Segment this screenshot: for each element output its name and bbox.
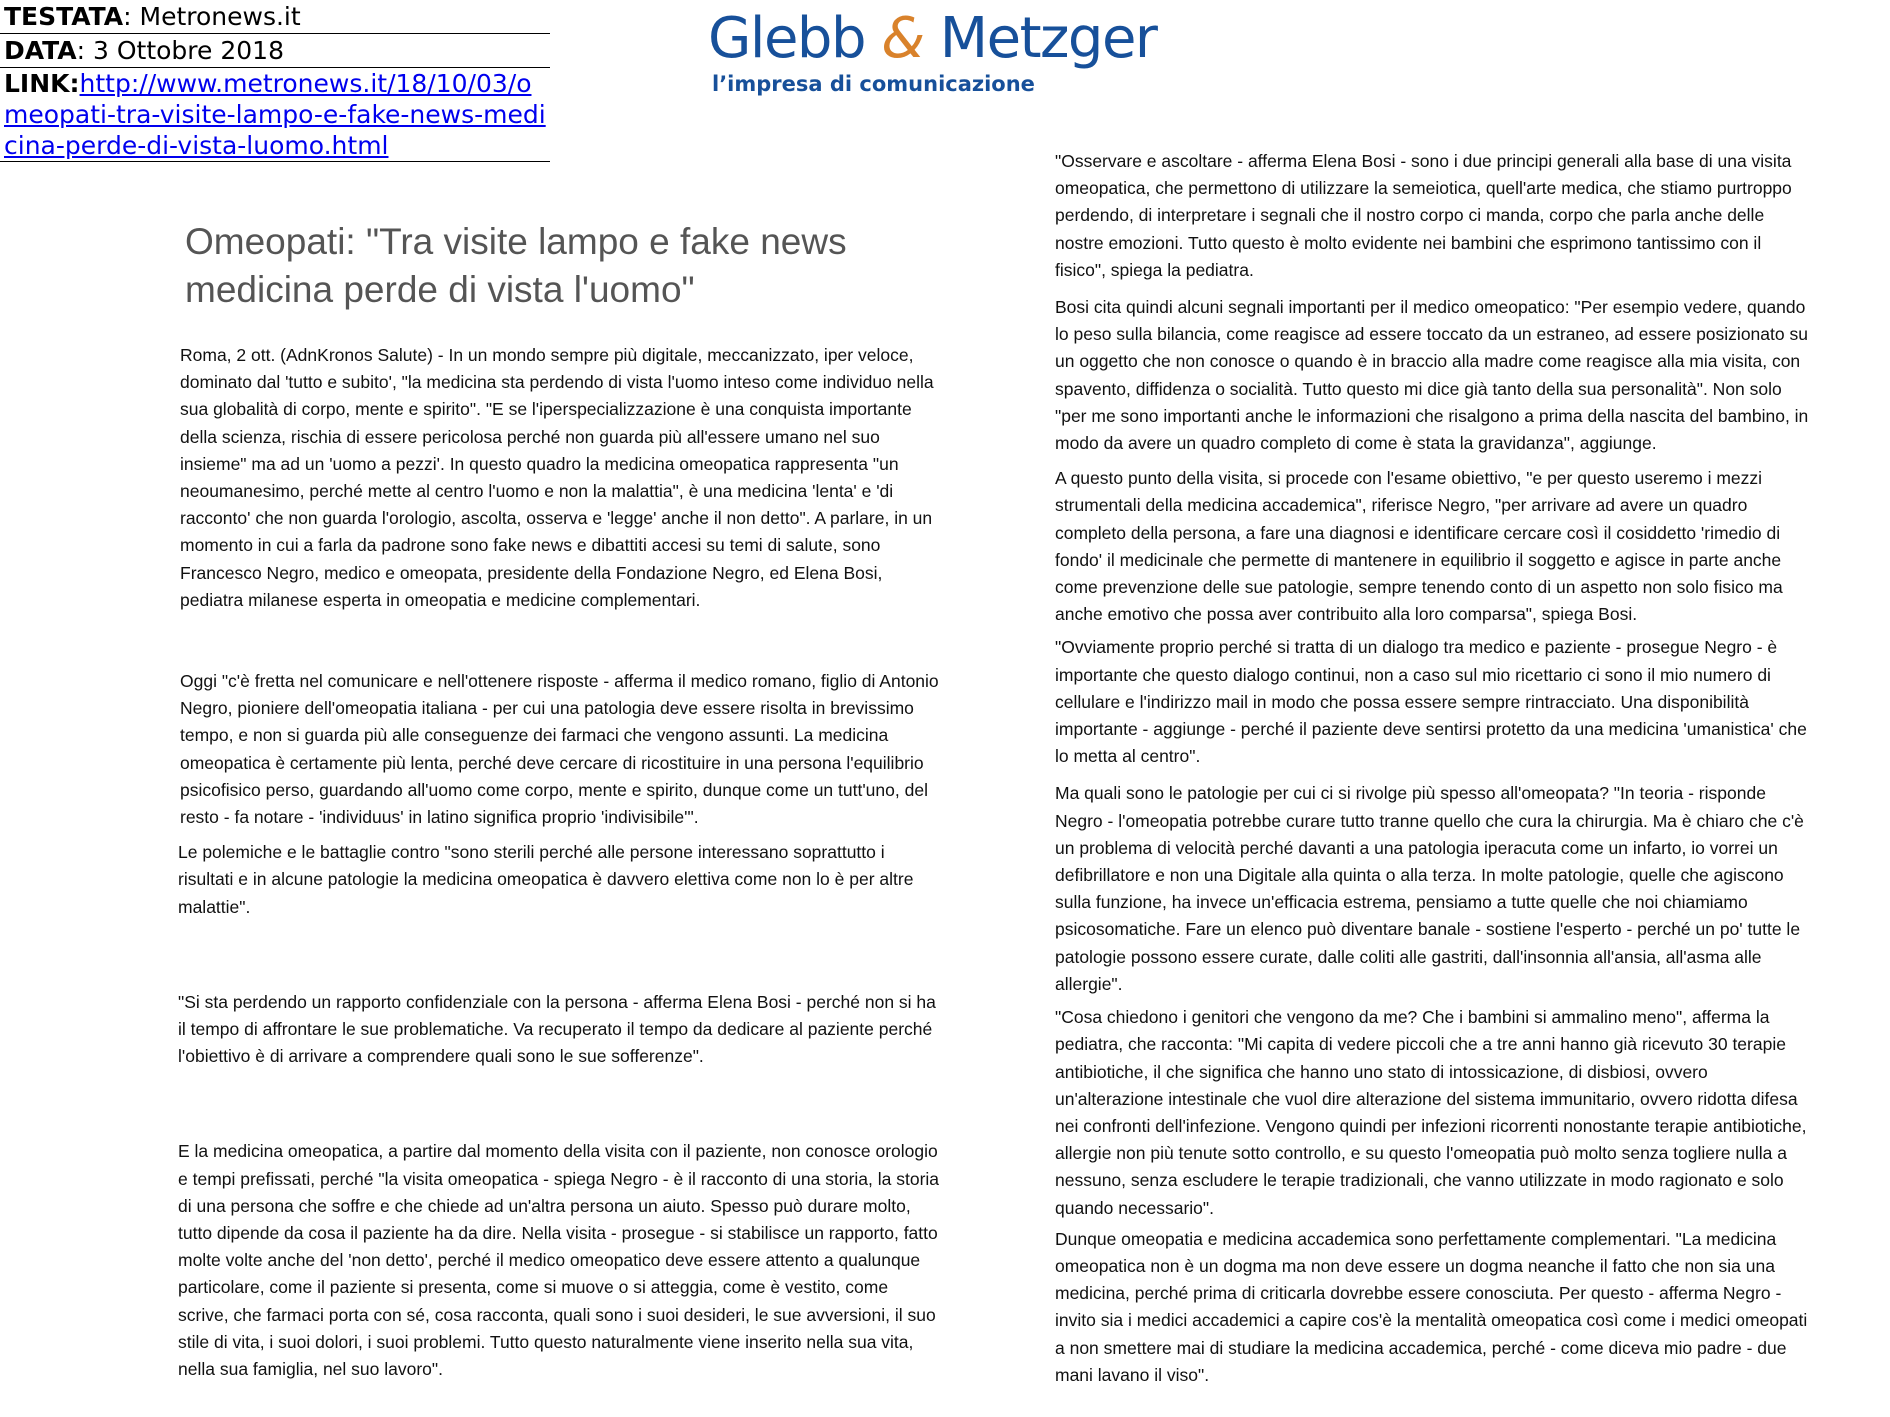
- right-paragraph-4: "Ovviamente proprio perché si tratta di un dialogo tra medico e paziente - prosegue Negro - è importante che questo dialogo continui, non a caso sul mio ricettario ci sono il mio numero di cellulare e l'indirizzo mail in modo che possa essere sempre rintracciato. Una disponibilità importante - aggiunge - perché il paziente deve sentirsi protetto da una medicina 'umanistica' che lo metta al centro".: [1055, 637, 1807, 767]
- logo-name-part1: Glebb: [708, 6, 865, 71]
- logo-tagline: l’impresa di comunicazione: [712, 72, 1035, 96]
- left-paragraph-4: "Si sta perdendo un rapporto confidenziale con la persona - afferma Elena Bosi - perché non si ha il tempo di affrontare le sue problematiche. Va recuperato il tempo da dedicare al paziente perché l'obiettivo è di arrivare a comprendere quali sono le sue sofferenze".: [178, 991, 936, 1067]
- data-label: DATA: [4, 36, 77, 65]
- right-paragraph-2: Bosi cita quindi alcuni segnali importanti per il medico omeopatico: "Per esempio vedere, quando lo peso sulla bilancia, come reagisce ad essere toccato da un estraneo, ad essere posizionato su un oggetto che non conosce o quando è in braccio alla madre come reagisce alla mia visita, con spavento, diffidenza o socialità. Tutto questo mi dice già tanto della sua personalità". Non solo "per me sono importanti anche le informazioni che risalgono a prima della nascita del bambino, in modo da avere un quadro completo di come è stata la gravidanza", aggiunge.: [1055, 297, 1809, 454]
- logo-name-part2: Metzger: [939, 6, 1157, 71]
- article-left-column: [180, 342, 940, 1383]
- logo-wordmark: [708, 6, 1157, 72]
- testata-label: TESTATA: [4, 2, 124, 31]
- article-headline: Omeopati: "Tra visite lampo e fake news medicina perde di vista l'uomo": [185, 221, 847, 310]
- left-paragraph-3: Le polemiche e le battaglie contro "sono sterili perché alle persone interessano soprattutto i risultati e in alcune patologie la medicina omeopatica è davvero elettiva come non lo è per altre malattie".: [178, 842, 914, 917]
- right-paragraph-5: Ma quali sono le patologie per cui ci si rivolge più spesso all'omeopata? "In teoria - risponde Negro - l'omeopatia potrebbe curare tutto tranne quello che cura la chirurgia. Ma è chiaro che c'è un problema di velocità perché davanti a una patologia iperacuta come un infarto, io vorrei un defibrillatore e non una Digitale alla quinta o alla terza. In molte patologie, quelle che agiscono sulla funzione, ha invece un'efficacia estrema, pensiamo a tutte quelle che noi chiamiamo psicosomatiche. Fare un elenco può diventare banale - sostiene l'esperto - perché un po' tutte le patologie possono essere curate, dalle coliti alle gastriti, dall'insonnia all'ansia, all'asma alle allergie".: [1055, 783, 1804, 994]
- data-line: [0, 34, 550, 68]
- link-label: LINK:: [4, 69, 80, 98]
- link-line: [0, 68, 550, 162]
- agency-logo: [708, 6, 1157, 96]
- article-right-column: [1055, 148, 1815, 1389]
- left-paragraph-1: Roma, 2 ott. (AdnKronos Salute) - In un mondo sempre più digitale, meccanizzato, iper veloce, dominato dal 'tutto e subito', "la medicina sta perdendo di vista l'uomo inteso come individuo nella sua globalità di corpo, mente e spirito". "E se l'iperspecializzazione è una conquista importante della scienza, rischia di essere pericolosa perché non guarda più all'essere umano nel suo insieme" ma ad un 'uomo a pezzi'. In questo quadro la medicina omeopatica rappresenta "un neoumanesimo, perché mette al centro l'uomo e non la malattia", è una medicina 'lenta' e 'di racconto' che non guarda l'orologio, ascolta, osserva e 'legge' anche il non detto". A parlare, in un momento in cui a farla da padrone sono fake news e dibattiti accesi su temi di salute, sono Francesco Negro, medico e omeopata, presidente della Fondazione Negro, ed Elena Bosi, pediatra milanese esperta in omeopatia e medicine complementari.: [180, 345, 934, 610]
- testata-value: : Metronews.it: [123, 2, 301, 31]
- logo-ampersand: &: [881, 6, 924, 71]
- right-paragraph-3: A questo punto della visita, si procede con l'esame obiettivo, "e per questo useremo i mezzi strumentali della medicina accademica", riferisce Negro, "per arrivare ad avere un quadro completo della persona, a fare una diagnosi e identificare cercare così il cosiddetto 'rimedio di fondo' il medicinale che permette di mantenere in equilibrio il soggetto e agisce in parte anche come prevenzione delle sue patologie, sempre tenendo conto di un aspetto non solo fisico ma anche emotivo che possa aver contribuito alla loro comparsa", spiega Bosi.: [1055, 468, 1783, 625]
- left-paragraph-5: E la medicina omeopatica, a partire dal momento della visita con il paziente, non conosce orologio e tempi prefissati, perché "la visita omeopatica - spiega Negro - è il racconto di una storia, la storia di una persona che soffre e che chiede ad un'altra persona un aiuto. Spesso può durare molto, tutto dipende da cosa il paziente ha da dire. Nella visita - prosegue - si stabilisce un rapporto, fatto molte volte anche del 'non detto', perché il medico omeopatico deve essere attento a qualunque particolare, come il paziente si presenta, come si muove o si atteggia, come è vestito, come scrive, che farmaci porta con sé, cosa racconta, quali sono i suoi desideri, le sue avversioni, il suo stile di vita, i suoi dolori, i suoi problemi. Tutto questo naturalmente viene inserito nella sua vita, nella sua famiglia, nel suo lavoro".: [178, 1141, 940, 1380]
- testata-line: [0, 0, 550, 34]
- right-paragraph-6: "Cosa chiedono i genitori che vengono da me? Che i bambini si ammalino meno", afferma la pediatra, che racconta: "Mi capita di vedere piccoli che a tre anni hanno già ricevuto 30 terapie antibiotiche, il che significa che hanno uno stato di intossicazione, di disbiosi, ovvero un'alterazione intestinale che vuol dire alterazione del sistema immunitario, ovvero ridotta difesa nei confronti dell'infezione. Vengono quindi per infezioni ricorrenti nonostante terapie antibiotiche, allergie non più tenute sotto controllo, e su questo l'omeopatia può molto senza togliere nulla a nessuno, senza escludere le terapie tradizionali, che vanno utilizzate in modo ragionato e solo quando necessario".: [1055, 1007, 1807, 1218]
- data-value: : 3 Ottobre 2018: [76, 36, 284, 65]
- article-link[interactable]: http://www.metronews.it/18/10/03/omeopati-tra-visite-lampo-e-fake-news-medicina-perde-di-vista-luomo.html: [4, 69, 546, 160]
- clipping-header: [0, 0, 550, 162]
- left-paragraph-2: Oggi "c'è fretta nel comunicare e nell'ottenere risposte - afferma il medico romano, figlio di Antonio Negro, pioniere dell'omeopatia italiana - per cui una patologia deve essere risolta in brevissimo tempo, e non si guarda più alle conseguenze dei farmaci che vengono assunti. La medicina omeopatica è certamente più lenta, perché deve cercare di ricostituire in una persona l'equilibrio psicofisico perso, guardando all'uomo come corpo, mente e spirito, dunque come un tutt'uno, del resto - fa notare - 'individuus' in latino significa proprio 'indivisibile'".: [180, 671, 939, 828]
- right-paragraph-7: Dunque omeopatia e medicina accademica sono perfettamente complementari. "La medicina omeopatica non è un dogma ma non deve essere un dogma neanche il fatto che non sia una medicina, perché prima di criticarla dovrebbe essere conosciuta. Per questo - afferma Negro - invito sia i medici accademici a capire cos'è la mentalità omeopatica così come i medici omeopati a non smettere mai di studiare la medicina accademica, perché - come diceva mio padre - due mani lavano il viso".: [1055, 1228, 1808, 1385]
- right-paragraph-1: "Osservare e ascoltare - afferma Elena Bosi - sono i due principi generali alla base di una visita omeopatica, che permettono di utilizzare la semeiotica, quell'arte medica, che stiamo purtroppo perdendo, di interpretare i segnali che il nostro corpo ci manda, corpo che parla anche delle nostre emozioni. Tutto questo è molto evidente nei bambini che esprimono tantissimo con il fisico", spiega la pediatra.: [1055, 151, 1792, 280]
